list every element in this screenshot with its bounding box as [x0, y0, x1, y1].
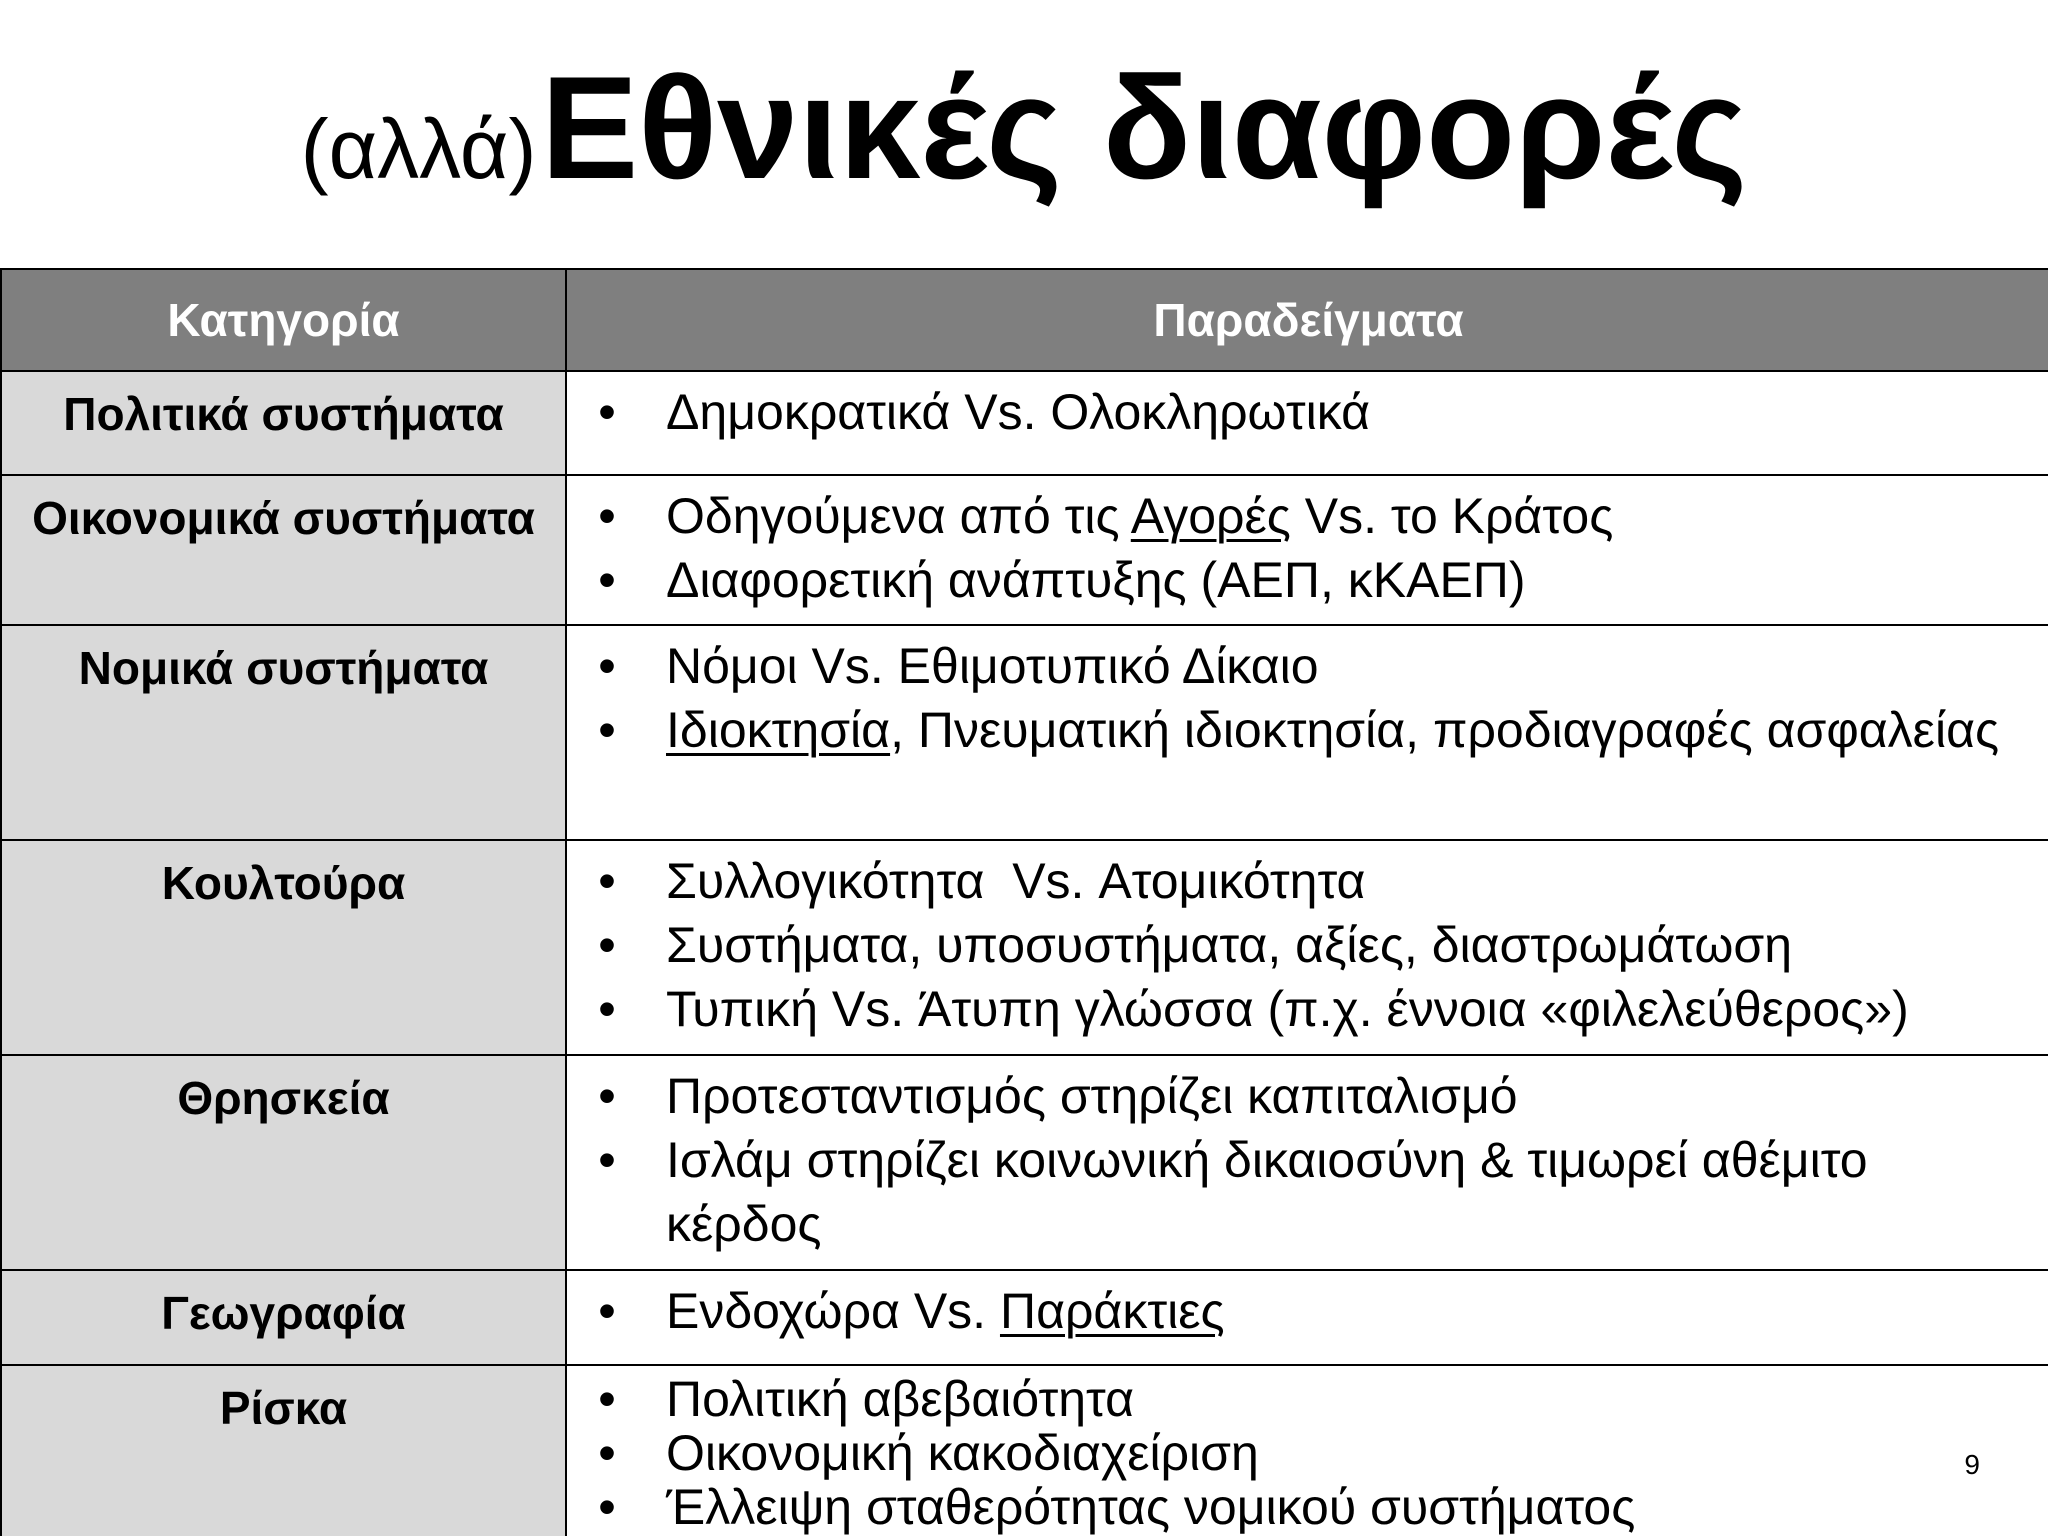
table-row [1, 1365, 2048, 1536]
list-item [567, 484, 2030, 548]
item-text: Οικονομική κακοδιαχείριση [666, 1425, 1259, 1481]
item-text: Συστήματα, υποσυστήματα, αξίες, διαστρωμάτωση [666, 917, 1793, 973]
list-item [567, 1128, 2030, 1256]
bullet-icon: • [598, 1283, 616, 1339]
item-text-post: Vs. το Κράτος [1290, 488, 1614, 544]
bullet-list [567, 380, 2030, 444]
bullet-icon: • [598, 1132, 616, 1188]
list-item [567, 1480, 2030, 1534]
bullet-list [567, 634, 2030, 762]
examples-cell [566, 475, 2048, 625]
bullet-icon: • [598, 702, 616, 758]
item-text-underlined: Αγορές [1130, 488, 1291, 544]
bullet-list [567, 1279, 2030, 1343]
bullet-icon: • [598, 1425, 616, 1481]
table-row [1, 371, 2048, 475]
item-text: Πολιτική αβεβαιότητα [666, 1371, 1134, 1427]
category-cell: Οικονομικά συστήματα [1, 475, 566, 625]
category-cell: Πολιτικά συστήματα [1, 371, 566, 475]
list-item [567, 1426, 2030, 1480]
bullet-icon: • [598, 384, 616, 440]
list-item [567, 849, 2030, 913]
bullet-icon: • [598, 1371, 616, 1427]
examples-cell [566, 1055, 2048, 1270]
bullet-list [567, 484, 2030, 612]
item-text-post: , Πνευματική ιδιοκτησία, προδιαγραφές ασφαλείας [890, 702, 2000, 758]
list-item [567, 1372, 2030, 1426]
item-text: Νόμοι Vs. Εθιμοτυπικό Δίκαιο [666, 638, 1319, 694]
bullet-icon: • [598, 1068, 616, 1124]
bullet-icon: • [598, 552, 616, 608]
bullet-icon: • [598, 1479, 616, 1535]
item-text: Τυπική Vs. Άτυπη γλώσσα (π.χ. έννοια «φιλελεύθερος») [666, 981, 1909, 1037]
bullet-icon: • [598, 638, 616, 694]
category-cell: Θρησκεία [1, 1055, 566, 1270]
table-header-row [1, 269, 2048, 371]
bullet-list [567, 849, 2030, 1041]
title-main: Εθνικές διαφορές [540, 46, 1748, 209]
list-item [567, 698, 2030, 762]
table-container [0, 268, 2048, 1536]
category-cell: Νομικά συστήματα [1, 625, 566, 840]
bullet-icon: • [598, 853, 616, 909]
item-text-underlined: Παράκτιες [999, 1283, 1225, 1339]
bullet-icon: • [598, 917, 616, 973]
item-text: Διαφορετική ανάπτυξης (ΑΕΠ, κΚΑΕΠ) [666, 552, 1526, 608]
examples-cell [566, 1270, 2048, 1365]
examples-cell [566, 371, 2048, 475]
bullet-list [567, 1372, 2030, 1534]
item-text: Ισλάμ στηρίζει κοινωνική δικαιοσύνη & τιμωρεί αθέμιτο κέρδος [666, 1132, 1868, 1252]
table-row [1, 625, 2048, 840]
item-text: Προτεσταντισμός στηρίζει καπιταλισμό [666, 1068, 1518, 1124]
examples-cell [566, 840, 2048, 1055]
list-item [567, 977, 2030, 1041]
table-row [1, 840, 2048, 1055]
category-cell: Κουλτούρα [1, 840, 566, 1055]
category-cell: Ρίσκα [1, 1365, 566, 1536]
category-cell: Γεωγραφία [1, 1270, 566, 1365]
table-row [1, 1055, 2048, 1270]
item-text-underlined: Ιδιοκτησία [666, 702, 891, 758]
bullet-icon: • [598, 488, 616, 544]
bullet-list [567, 1064, 2030, 1256]
list-item [567, 1064, 2030, 1128]
item-text-pre: Ενδοχώρα Vs. [666, 1283, 1000, 1339]
list-item [567, 913, 2030, 977]
list-item [567, 548, 2030, 612]
header-examples: Παραδείγματα [566, 269, 2048, 371]
item-text: Δημοκρατικά Vs. Ολοκληρωτικά [666, 384, 1371, 440]
list-item [567, 634, 2030, 698]
item-text-pre: Οδηγούμενα από τις [666, 488, 1131, 544]
slide-title [0, 46, 2048, 209]
table-row [1, 475, 2048, 625]
page-number: 9 [1964, 1449, 1980, 1480]
examples-cell [566, 1365, 2048, 1536]
comparison-table [0, 268, 2048, 1536]
item-text: Έλλειψη σταθερότητας νομικού συστήματος [666, 1479, 1636, 1535]
title-prefix: (αλλά) [300, 102, 537, 196]
list-item [567, 380, 2030, 444]
list-item [567, 1279, 2030, 1343]
table-row [1, 1270, 2048, 1365]
examples-cell [566, 625, 2048, 840]
bullet-icon: • [598, 981, 616, 1037]
header-category: Κατηγορία [1, 269, 566, 371]
item-text: Συλλογικότητα Vs. Ατομικότητα [666, 853, 1366, 909]
